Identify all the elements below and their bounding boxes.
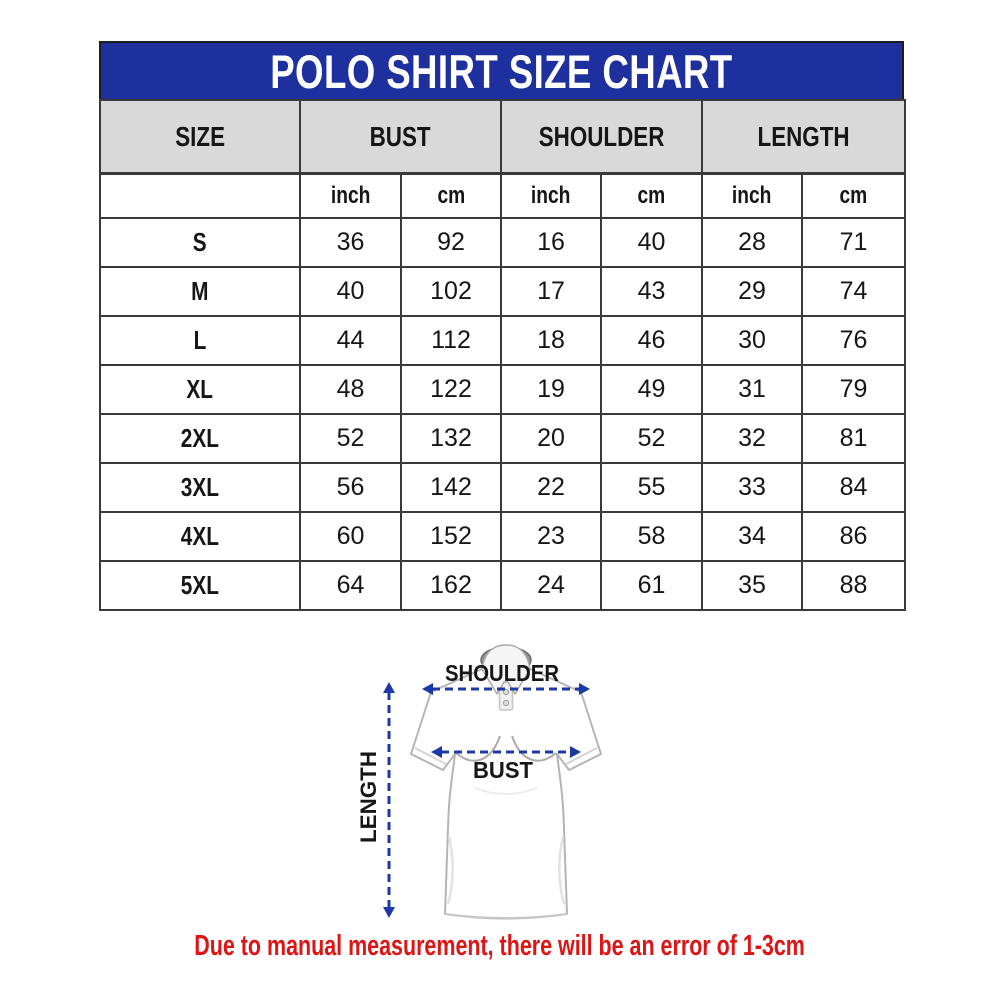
value-cell: 52 [300, 414, 401, 463]
measurement-diagram [335, 636, 667, 936]
col-header-size-label: SIZE [175, 120, 225, 152]
value-cell: 29 [702, 267, 802, 316]
measurement-note: Due to manual measurement, there will be an error of 1-3cm [194, 930, 806, 962]
value-cell: 71 [802, 218, 905, 267]
shoulder-arrowhead-right [579, 683, 590, 695]
value-cell: 55 [601, 463, 702, 512]
value-cell: 132 [401, 414, 501, 463]
value-cell: 152 [401, 512, 501, 561]
size-cell [100, 512, 300, 561]
value-cell: 34 [702, 512, 802, 561]
unit-label: cm [437, 182, 465, 209]
unit-label: cm [839, 182, 868, 209]
value-cell: 76 [802, 316, 905, 365]
value-cell: 81 [802, 414, 905, 463]
value-cell: 30 [702, 316, 802, 365]
value-cell: 19 [501, 365, 601, 414]
value-cell: 35 [702, 561, 802, 610]
bust-measure-label: BUST [473, 757, 533, 783]
units-spacer-cell [100, 174, 300, 219]
shoulder-measure-label: SHOULDER [445, 660, 560, 686]
value-cell: 23 [501, 512, 601, 561]
size-label: 3XL [180, 472, 220, 502]
value-cell: 40 [300, 267, 401, 316]
value-cell: 56 [300, 463, 401, 512]
length-arrowhead-bottom [383, 907, 395, 918]
size-label: 5XL [180, 570, 220, 600]
page-title: POLO SHIRT SIZE CHART [270, 44, 733, 98]
table-row-5xl [100, 561, 905, 610]
value-cell: 142 [401, 463, 501, 512]
unit-cell [601, 174, 702, 219]
value-cell: 40 [601, 218, 702, 267]
table-row-s [100, 218, 905, 267]
size-label: L [193, 325, 207, 355]
unit-label: inch [732, 182, 772, 209]
value-cell: 31 [702, 365, 802, 414]
size-label: 2XL [180, 423, 220, 453]
size-cell [100, 267, 300, 316]
value-cell: 58 [601, 512, 702, 561]
table-row-2xl [100, 414, 905, 463]
unit-cell [802, 174, 905, 219]
size-label: XL [186, 374, 214, 404]
value-cell: 49 [601, 365, 702, 414]
unit-label: cm [637, 182, 666, 209]
value-cell: 64 [300, 561, 401, 610]
size-cell [100, 463, 300, 512]
col-header-bust [300, 100, 501, 174]
length-arrowhead-top [383, 682, 395, 693]
col-header-length [702, 100, 905, 174]
col-header-size [100, 100, 300, 174]
value-cell: 60 [300, 512, 401, 561]
table-row-3xl [100, 463, 905, 512]
size-label: 4XL [180, 521, 220, 551]
value-cell: 52 [601, 414, 702, 463]
value-cell: 79 [802, 365, 905, 414]
value-cell: 88 [802, 561, 905, 610]
value-cell: 28 [702, 218, 802, 267]
size-cell [100, 414, 300, 463]
value-cell: 44 [300, 316, 401, 365]
col-header-bust-label: BUST [370, 120, 432, 152]
table-row-xl [100, 365, 905, 414]
value-cell: 43 [601, 267, 702, 316]
size-cell [100, 561, 300, 610]
value-cell: 18 [501, 316, 601, 365]
value-cell: 61 [601, 561, 702, 610]
table-group-header-row [100, 100, 905, 174]
unit-cell [501, 174, 601, 219]
value-cell: 122 [401, 365, 501, 414]
length-measure-label: LENGTH [356, 752, 381, 843]
unit-cell [702, 174, 802, 219]
table-units-row [100, 174, 905, 219]
value-cell: 33 [702, 463, 802, 512]
size-label: S [193, 227, 207, 257]
size-table [99, 99, 906, 611]
value-cell: 48 [300, 365, 401, 414]
value-cell: 22 [501, 463, 601, 512]
size-cell [100, 316, 300, 365]
value-cell: 74 [802, 267, 905, 316]
col-header-shoulder-label: SHOULDER [538, 120, 665, 152]
table-row-m [100, 267, 905, 316]
value-cell: 102 [401, 267, 501, 316]
size-label: M [191, 276, 209, 306]
col-header-length-label: LENGTH [757, 120, 850, 152]
unit-label: inch [330, 182, 371, 209]
unit-cell [401, 174, 501, 219]
value-cell: 20 [501, 414, 601, 463]
value-cell: 86 [802, 512, 905, 561]
value-cell: 112 [401, 316, 501, 365]
table-row-l [100, 316, 905, 365]
unit-cell [300, 174, 401, 219]
button [503, 700, 508, 705]
value-cell: 92 [401, 218, 501, 267]
size-cell [100, 218, 300, 267]
value-cell: 36 [300, 218, 401, 267]
value-cell: 24 [501, 561, 601, 610]
polo-shirt-illustration [335, 636, 667, 936]
value-cell: 46 [601, 316, 702, 365]
value-cell: 16 [501, 218, 601, 267]
size-cell [100, 365, 300, 414]
col-header-shoulder [501, 100, 702, 174]
measurement-note-row [0, 930, 1000, 963]
value-cell: 32 [702, 414, 802, 463]
value-cell: 84 [802, 463, 905, 512]
value-cell: 162 [401, 561, 501, 610]
unit-label: inch [531, 182, 571, 209]
shoulder-arrowhead-left [422, 683, 433, 695]
chart-title-banner [99, 41, 904, 101]
table-row-4xl [100, 512, 905, 561]
value-cell: 17 [501, 267, 601, 316]
